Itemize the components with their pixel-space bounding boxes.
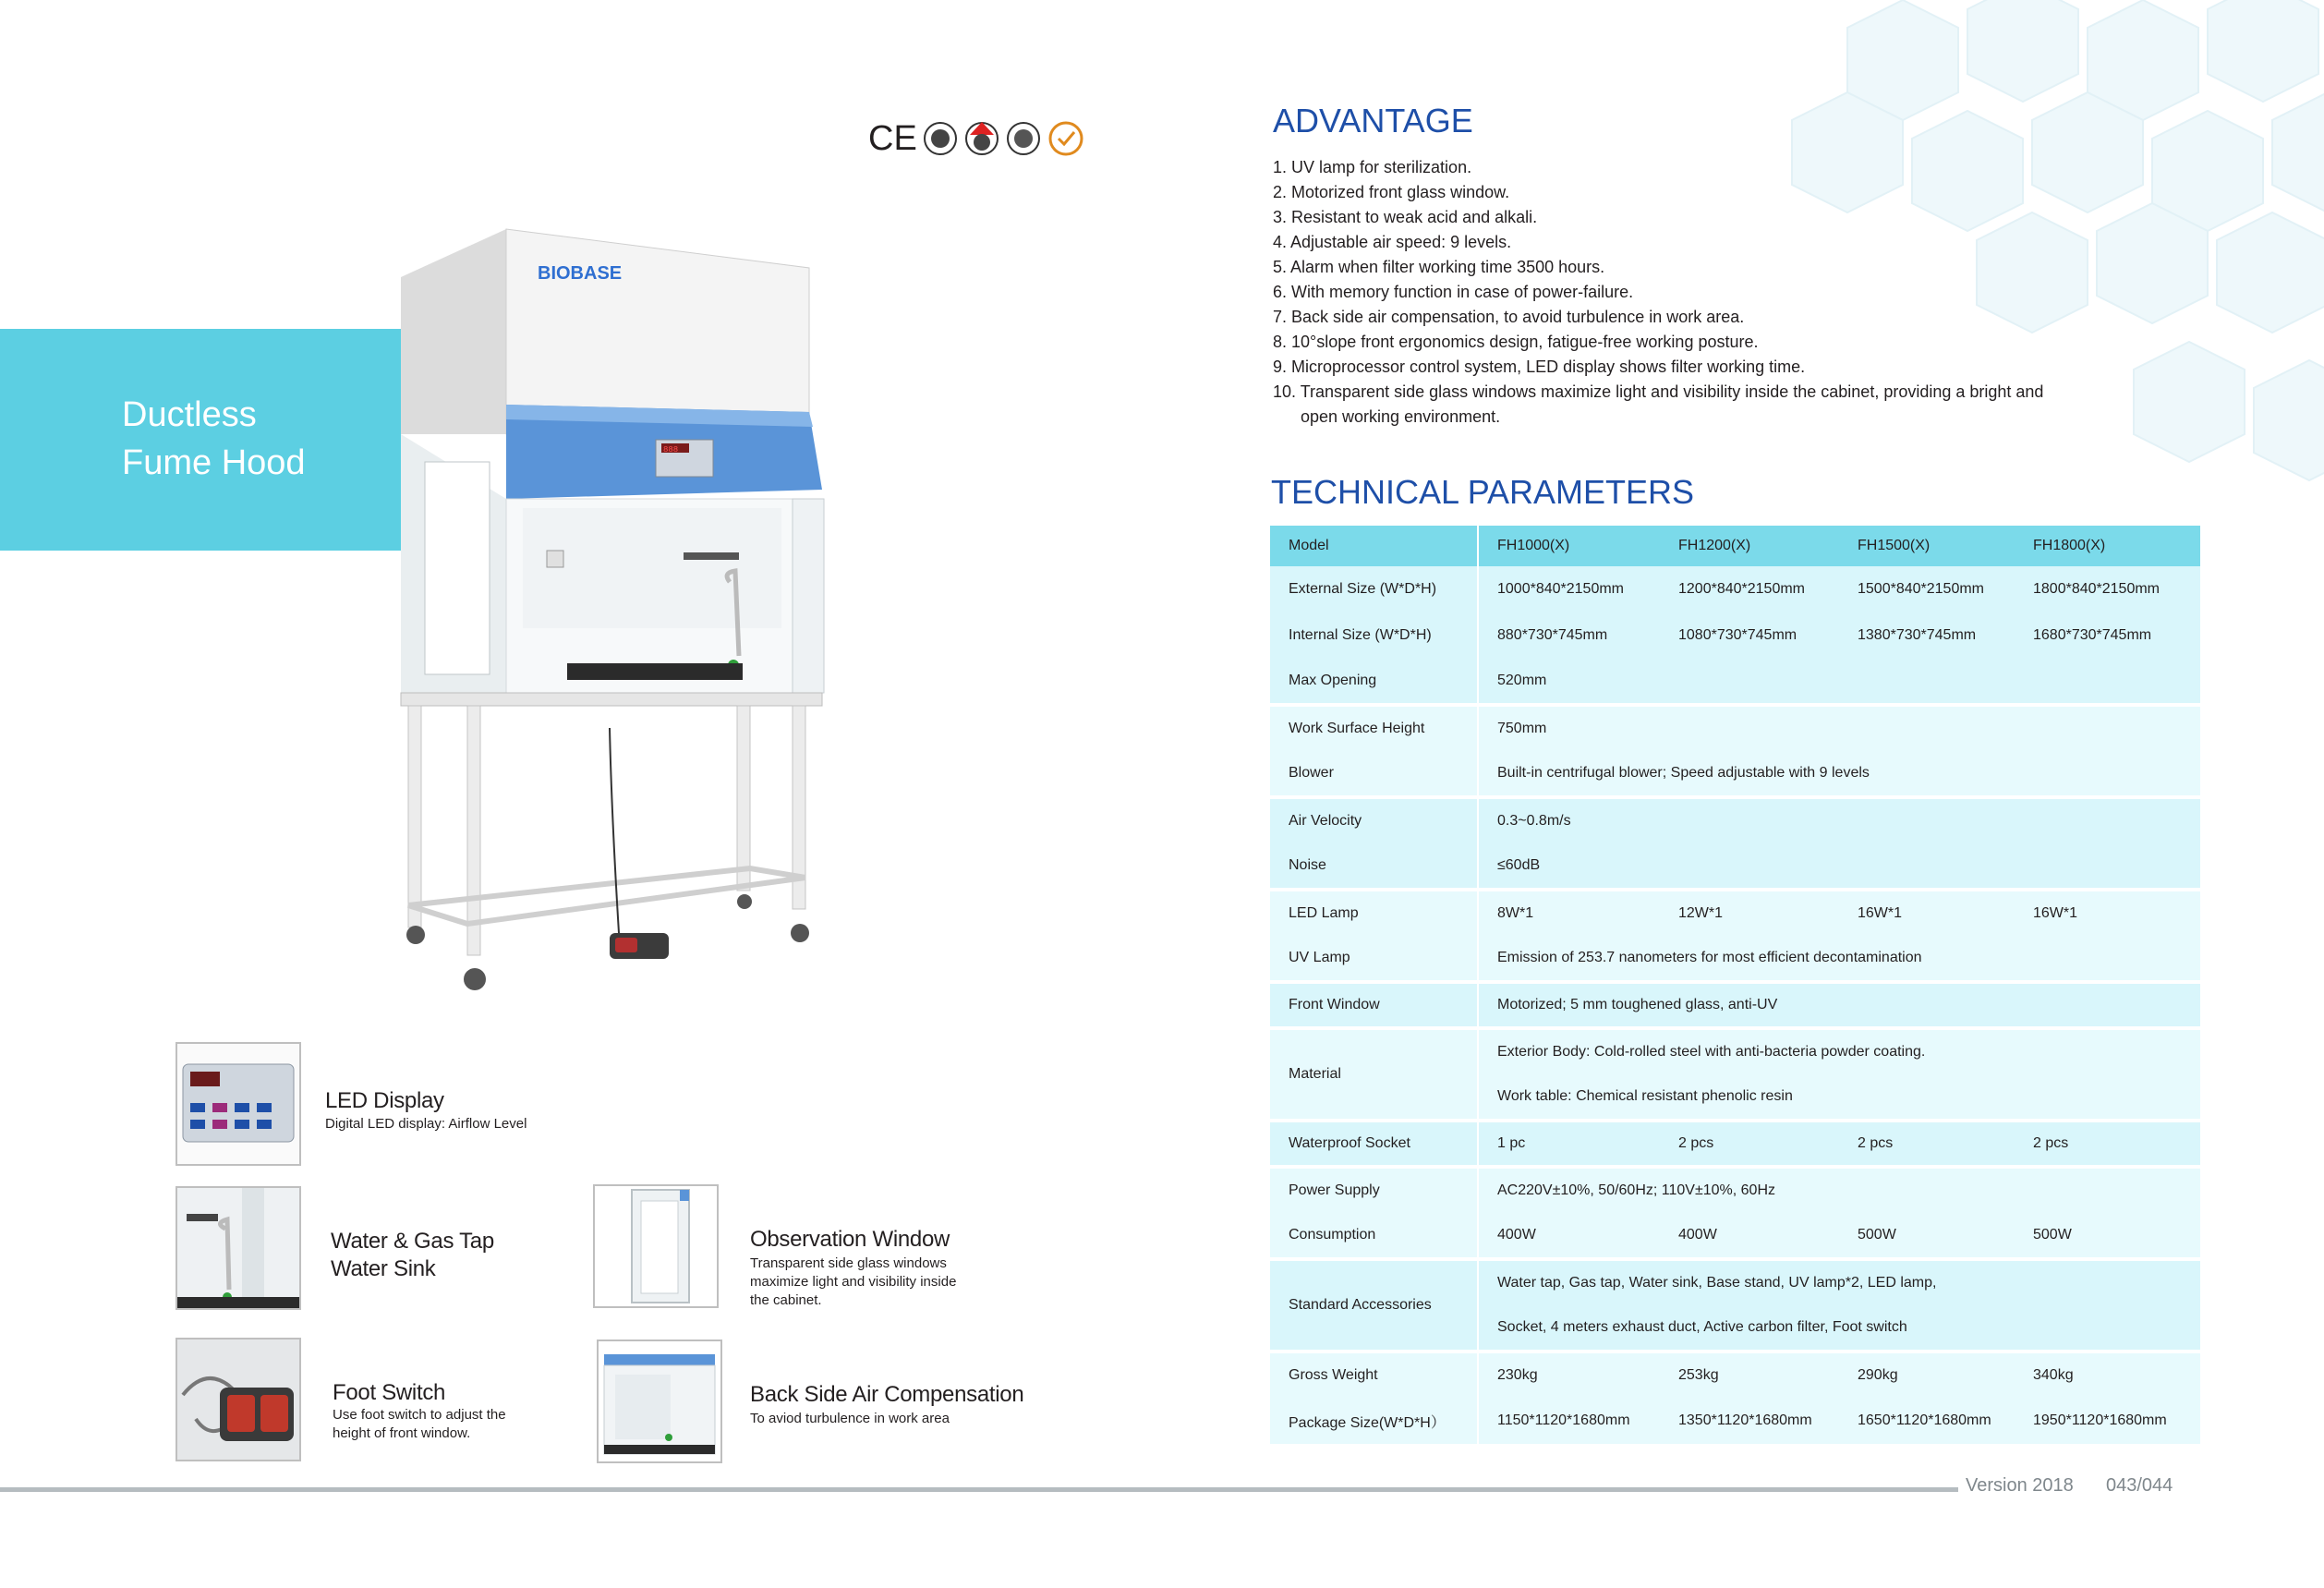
spec-label: Material	[1270, 1028, 1478, 1121]
feature-desc-back-side-air: To aviod turbulence in work area	[750, 1411, 950, 1426]
ce-mark-icon: CE	[868, 119, 917, 158]
spec-label: LED Lamp	[1270, 890, 1478, 936]
spec-value: 0.3~0.8m/s	[1478, 797, 2200, 843]
feature-title-water-gas-tap: Water & Gas Tap	[331, 1229, 494, 1254]
spec-value: 1350*1120*1680mm	[1660, 1398, 1839, 1444]
spec-value: 253kg	[1660, 1352, 1839, 1398]
spec-value: 1080*730*745mm	[1660, 612, 1839, 659]
spec-value: 16W*1	[1839, 890, 2015, 936]
feature-desc-foot-switch-1: Use foot switch to adjust the	[333, 1407, 506, 1423]
spec-value: 400W	[1660, 1213, 1839, 1259]
feature-desc-observation-window-1: Transparent side glass windows	[750, 1255, 947, 1271]
spec-row	[1270, 1121, 2200, 1167]
spec-value: ≤60dB	[1478, 843, 2200, 890]
spec-value: 750mm	[1478, 705, 2200, 751]
feature-desc-observation-window-2: maximize light and visibility inside	[750, 1274, 957, 1290]
spec-value: Socket, 4 meters exhaust duct, Active carbon filter, Foot switch	[1478, 1305, 2200, 1352]
spec-value: 16W*1	[2015, 890, 2200, 936]
spec-value: 2 pcs	[2015, 1121, 2200, 1167]
iso13485-seal-icon	[1008, 123, 1039, 154]
spec-value: Motorized; 5 mm toughened glass, anti-UV	[1478, 982, 2200, 1028]
spec-row	[1270, 843, 2200, 890]
spec-row	[1270, 1352, 2200, 1398]
spec-row	[1270, 890, 2200, 936]
advantage-item: 8. 10°slope front ergonomics design, fatigue-free working posture.	[1273, 333, 1759, 351]
spec-row	[1270, 1028, 2200, 1074]
spec-label: Front Window	[1270, 982, 1478, 1028]
water-gas-tap-thumbnail	[176, 1186, 301, 1310]
spec-label: Consumption	[1270, 1213, 1478, 1259]
spec-row	[1270, 1398, 2200, 1444]
spec-label: Gross Weight	[1270, 1352, 1478, 1398]
spec-row	[1270, 1259, 2200, 1305]
spec-value: Water tap, Gas tap, Water sink, Base stand, UV lamp*2, LED lamp,	[1478, 1259, 2200, 1305]
spec-value: 1200*840*2150mm	[1660, 566, 1839, 612]
spec-value: 290kg	[1839, 1352, 2015, 1398]
footer-divider	[0, 1487, 1958, 1492]
advantage-item: 6. With memory function in case of power-failure.	[1273, 283, 1634, 301]
advantage-item: 3. Resistant to weak acid and alkali.	[1273, 208, 1538, 226]
spec-label: Package Size(W*D*H）	[1270, 1398, 1478, 1444]
spec-value: 2 pcs	[1839, 1121, 2015, 1167]
feature-title-foot-switch: Foot Switch	[333, 1380, 446, 1405]
feature-title-water-sink: Water Sink	[331, 1256, 436, 1281]
spec-value: 400W	[1478, 1213, 1660, 1259]
feature-desc-foot-switch-2: height of front window.	[333, 1425, 471, 1441]
spec-value: 12W*1	[1660, 890, 1839, 936]
spec-value: Emission of 253.7 nanometers for most efficient decontamination	[1478, 936, 2200, 982]
spec-label: External Size (W*D*H)	[1270, 566, 1478, 612]
feature-desc-observation-window-3: the cabinet.	[750, 1292, 822, 1308]
spec-label: Standard Accessories	[1270, 1259, 1478, 1352]
spec-value: Work table: Chemical resistant phenolic resin	[1478, 1074, 2200, 1121]
spec-value: 1500*840*2150mm	[1839, 566, 2015, 612]
spec-value: 1800*840*2150mm	[2015, 566, 2200, 612]
foot-switch-thumbnail	[176, 1338, 301, 1461]
spec-value: 1680*730*745mm	[2015, 612, 2200, 659]
title-band	[0, 329, 401, 551]
spec-row	[1270, 566, 2200, 612]
advantage-list	[1273, 155, 2160, 430]
spec-row	[1270, 797, 2200, 843]
spec-row	[1270, 751, 2200, 797]
spec-value: 1650*1120*1680mm	[1839, 1398, 2015, 1444]
spec-value: 230kg	[1478, 1352, 1660, 1398]
spec-value: 1000*840*2150mm	[1478, 566, 1660, 612]
spec-value: 500W	[1839, 1213, 2015, 1259]
spec-table	[1270, 526, 2200, 1444]
product-title-line1: Ductless	[122, 395, 257, 434]
spec-header-cell: FH1000(X)	[1478, 526, 1660, 566]
spec-value: AC220V±10%, 50/60Hz; 110V±10%, 60Hz	[1478, 1167, 2200, 1213]
advantage-item: 2. Motorized front glass window.	[1273, 183, 1510, 201]
control-panel-readout: 888	[663, 445, 679, 455]
spec-row	[1270, 982, 2200, 1028]
fume-hood-product-image	[397, 222, 868, 1016]
spec-value: 8W*1	[1478, 890, 1660, 936]
spec-row	[1270, 705, 2200, 751]
advantage-item: 4. Adjustable air speed: 9 levels.	[1273, 233, 1512, 251]
feature-title-observation-window: Observation Window	[750, 1227, 950, 1252]
spec-header-cell: FH1800(X)	[2015, 526, 2200, 566]
spec-row	[1270, 1213, 2200, 1259]
iso14001-seal-icon	[966, 122, 998, 154]
spec-header-cell: FH1200(X)	[1660, 526, 1839, 566]
spec-label: Blower	[1270, 751, 1478, 797]
spec-row	[1270, 1167, 2200, 1213]
advantage-item: 10. Transparent side glass windows maximize light and visibility inside the cabinet, providing a bright and	[1273, 382, 2044, 401]
feature-desc-led-display: Digital LED display: Airflow Level	[325, 1116, 527, 1132]
spec-header-cell: Model	[1270, 526, 1478, 566]
spec-value: 500W	[2015, 1213, 2200, 1259]
advantage-item: 7. Back side air compensation, to avoid turbulence in work area.	[1273, 308, 1745, 326]
spec-row	[1270, 612, 2200, 659]
spec-value: 1 pc	[1478, 1121, 1660, 1167]
feature-title-led-display: LED Display	[325, 1088, 444, 1113]
spec-value: 1150*1120*1680mm	[1478, 1398, 1660, 1444]
spec-value: 340kg	[2015, 1352, 2200, 1398]
brand-logo: BIOBASE	[538, 263, 623, 284]
certification-logos	[868, 115, 1090, 161]
led-display-thumbnail	[176, 1042, 301, 1166]
spec-value: Built-in centrifugal blower; Speed adjustable with 9 levels	[1478, 751, 2200, 797]
spec-label: Internal Size (W*D*H)	[1270, 612, 1478, 659]
spec-label: Air Velocity	[1270, 797, 1478, 843]
spec-label: Max Opening	[1270, 659, 1478, 705]
spec-row	[1270, 936, 2200, 982]
spec-value: 1380*730*745mm	[1839, 612, 2015, 659]
spec-value: 520mm	[1478, 659, 2200, 705]
observation-window-thumbnail	[593, 1184, 719, 1308]
back-side-air-thumbnail	[597, 1339, 722, 1463]
spec-value: Exterior Body: Cold-rolled steel with anti-bacteria powder coating.	[1478, 1028, 2200, 1074]
spec-value: 880*730*745mm	[1478, 612, 1660, 659]
iso9001-seal-icon	[925, 123, 956, 154]
spec-label: Waterproof Socket	[1270, 1121, 1478, 1167]
spec-label: Noise	[1270, 843, 1478, 890]
advantage-item: 9. Microprocessor control system, LED display shows filter working time.	[1273, 358, 1806, 376]
spec-label: UV Lamp	[1270, 936, 1478, 982]
footer-page-number: 043/044	[2106, 1475, 2173, 1496]
spec-header-cell: FH1500(X)	[1839, 526, 2015, 566]
spec-value: 2 pcs	[1660, 1121, 1839, 1167]
technical-parameters-heading: TECHNICAL PARAMETERS	[1271, 473, 1695, 511]
feature-title-back-side-air: Back Side Air Compensation	[750, 1382, 1024, 1407]
advantage-item: 1. UV lamp for sterilization.	[1273, 158, 1472, 176]
advantage-heading: ADVANTAGE	[1273, 102, 1473, 139]
spec-label: Power Supply	[1270, 1167, 1478, 1213]
advantage-item: 5. Alarm when filter working time 3500 hours.	[1273, 258, 1605, 276]
spec-value: 1950*1120*1680mm	[2015, 1398, 2200, 1444]
product-title-line2: Fume Hood	[122, 443, 306, 482]
spec-label: Work Surface Height	[1270, 705, 1478, 751]
spec-row	[1270, 659, 2200, 705]
footer-version: Version 2018	[1966, 1475, 2074, 1496]
advantage-item-continuation: open working environment.	[1301, 407, 1501, 426]
spec-header-row	[1270, 526, 2200, 566]
sgs-seal-icon	[1050, 123, 1082, 154]
